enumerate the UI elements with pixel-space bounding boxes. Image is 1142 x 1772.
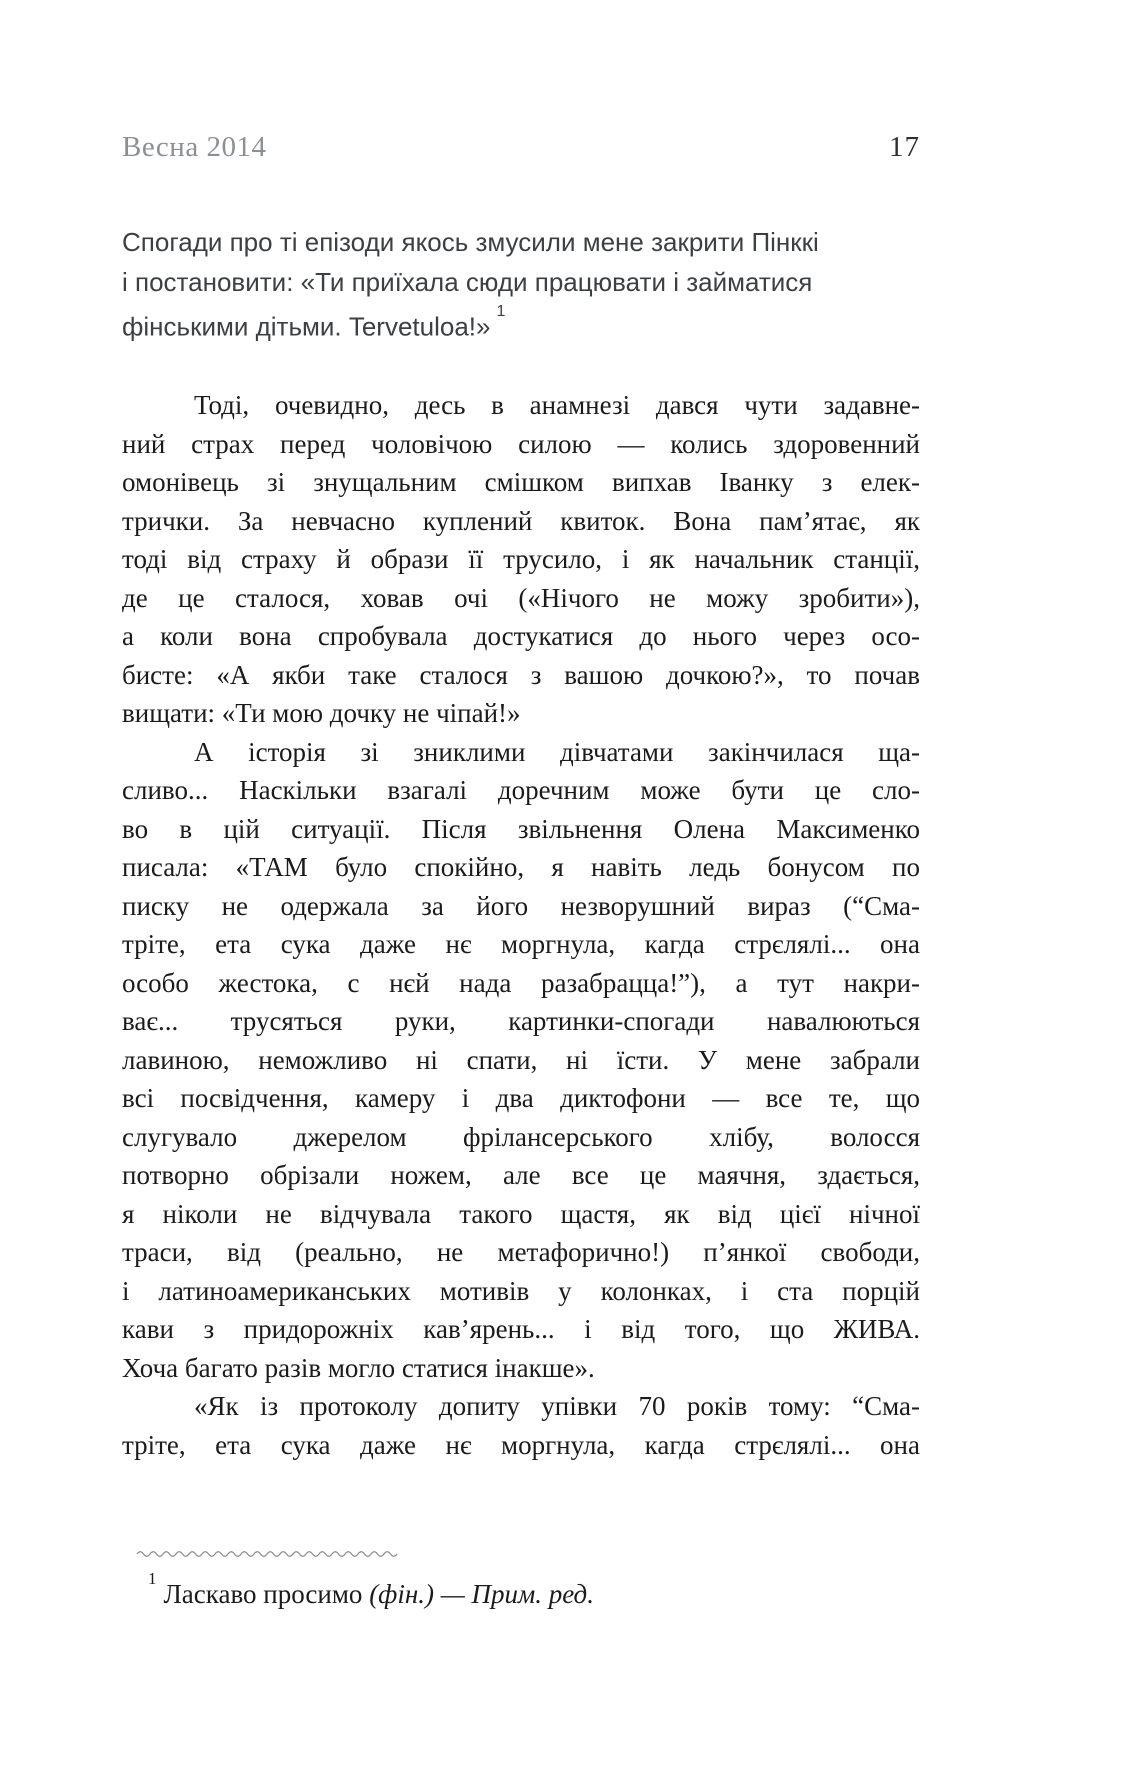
text-line: писала: «ТАМ було спокійно, я навіть ледь бонусом по <box>122 852 920 882</box>
paragraph <box>122 386 920 733</box>
text-line: лавиною, неможливо ні спати, ні їсти. У мене забрали <box>122 1044 920 1075</box>
footnote-area <box>122 1548 920 1612</box>
text-line: всі посвідчення, камеру і два диктофони — все те, що <box>122 1083 920 1113</box>
text-line: тріте, ета сука даже нє моргнула, кагда стрєлялі... она <box>122 929 920 959</box>
text-line: тоді від страху й образи її трусило, і як начальник станції, <box>122 544 920 574</box>
text-line: потворно обрізали ножем, але все це маячня, здається, <box>122 1160 920 1190</box>
text-line: писку не одержала за його незворушний вираз (“Сма- <box>122 890 920 921</box>
text-line: а коли вона спробувала достукатися до нього через осо- <box>122 621 920 651</box>
intro-line <box>122 302 920 347</box>
paragraph <box>122 733 920 1388</box>
intro-paragraph <box>122 222 920 347</box>
text-line: Тоді, очевидно, десь в анамнезі дався чути задавне- <box>194 390 920 420</box>
text-line: ний страх перед чоловічою силою — колись здоровенний <box>122 428 920 459</box>
text-line: особо жестока, с нєй нада разабрацца!”), а тут накри- <box>122 967 920 998</box>
text-line: ває... трусяться руки, картинки-спогади навалюються <box>122 1006 920 1036</box>
text-line: і латиноамериканських мотивів у колонках, і ста порцій <box>122 1275 920 1306</box>
text-line: бисте: «А якби таке сталося з вашою дочкою?», то почав <box>122 659 920 690</box>
text-line: сливо... Наскільки взагалі доречним може бути це сло- <box>122 775 920 805</box>
footnote-reference-link[interactable]: 1 <box>496 303 506 320</box>
text-line: слугувало джерелом фрілансерського хлібу, волосся <box>122 1121 920 1152</box>
text-line: Хоча багато разів могло статися інакше». <box>122 1352 595 1383</box>
footnote-italic-text: (фін.) — Прим. ред. <box>369 1579 594 1609</box>
text-line: я ніколи не відчувала такого щастя, як від цієї нічної <box>122 1198 920 1229</box>
footnote-marker[interactable]: 1 <box>148 1569 157 1588</box>
text-line: траси, від (реально, не метафорично!) п’янкої свободи, <box>122 1237 920 1267</box>
text-line: «Як із протоколу допиту упівки 70 років тому: “Сма- <box>194 1391 920 1421</box>
text-line: трички. За невчасно куплений квиток. Вона пам’ятає, як <box>122 505 920 536</box>
text-line: А історія зі зниклими дівчатами закінчилася ща- <box>194 736 920 767</box>
footnote-regular-text: Ласкаво просимо <box>163 1579 370 1609</box>
intro-line: і постановити: «Ти приїхала сюди працювати і займатися <box>122 267 813 297</box>
body-text <box>122 386 920 1464</box>
text-line: кави з придорожніх кав’ярень... і від того, що ЖИВА. <box>122 1314 920 1344</box>
footnote-separator-wavy-line <box>136 1548 398 1558</box>
running-header <box>122 130 920 164</box>
intro-line-text: фінськими дітьми. Tervetuloa!» <box>122 311 491 342</box>
text-line: тріте, ета сука даже нє моргнула, кагда стрєлялі... она <box>122 1429 920 1460</box>
page-number: 17 <box>889 131 920 163</box>
footnote-text <box>122 1570 920 1612</box>
text-line: де це сталося, ховав очі («Нічого не можу зробити»), <box>122 582 920 613</box>
text-line: вищати: «Ти мою дочку не чіпай!» <box>122 698 521 728</box>
paragraph <box>122 1387 920 1464</box>
intro-line: Спогади про ті епізоди якось змусили мене закрити Пінккі <box>122 227 819 257</box>
running-title: Весна 2014 <box>122 131 267 163</box>
text-line: во в цій ситуації. Після звільнення Олена Максименко <box>122 813 920 844</box>
text-line: омонівець зі знущальним смішком випхав Іванку з елек- <box>122 467 920 497</box>
